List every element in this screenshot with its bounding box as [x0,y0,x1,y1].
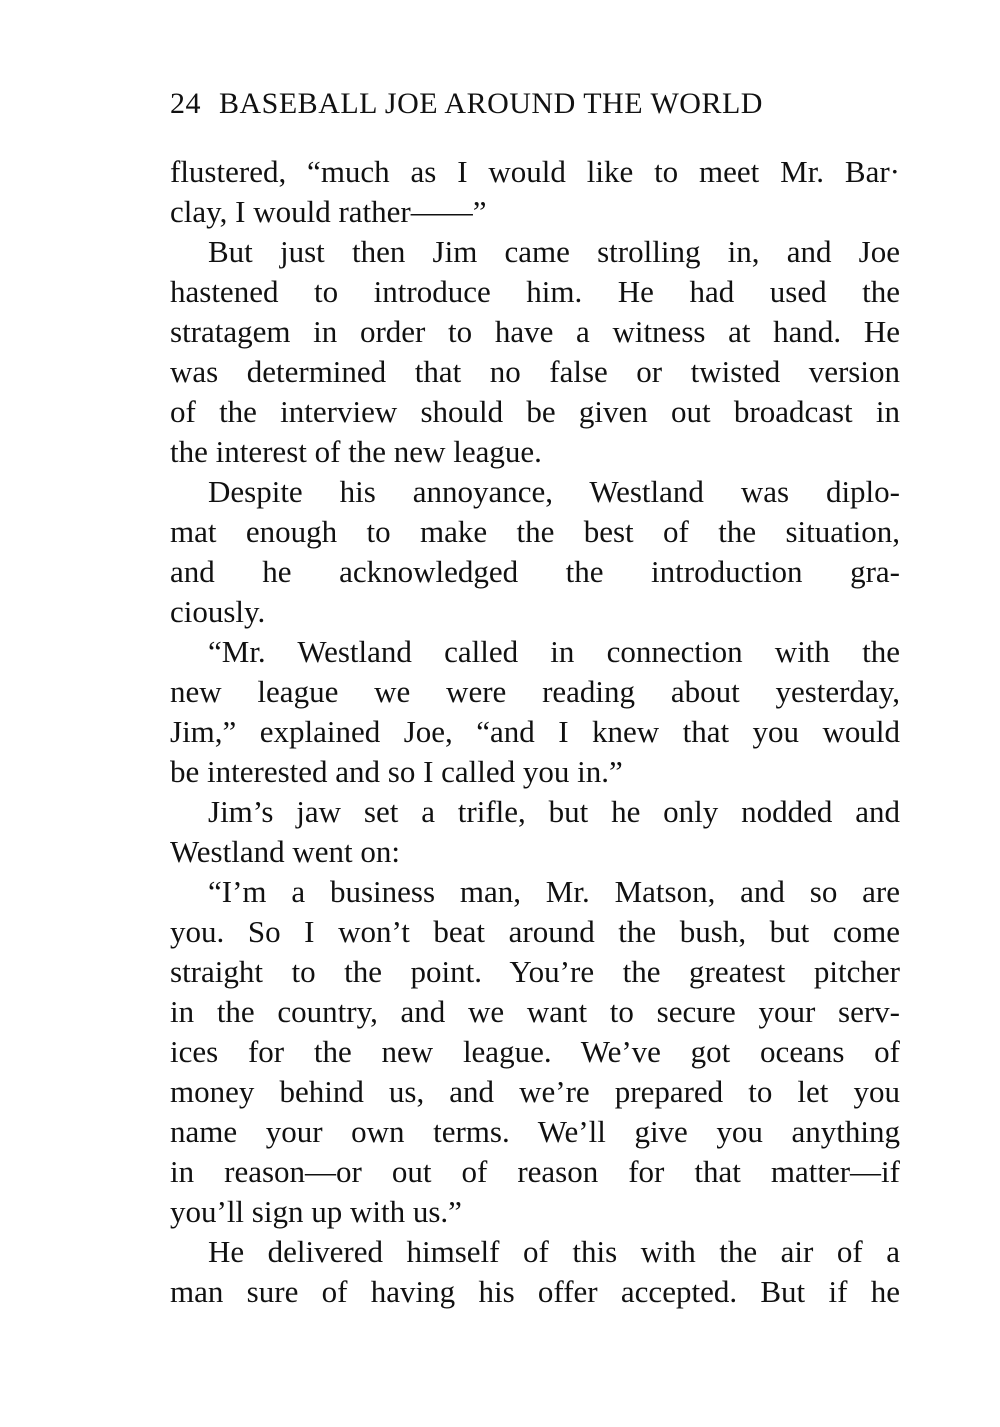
text-line: be interested and so I called you in.” [170,754,623,789]
text-line: hastened to introduce him. He had used the [170,274,900,309]
text-line: man sure of having his offer accepted. But if he [170,1274,900,1309]
text-line: was determined that no false or twisted version [170,354,900,389]
text-line: Westland went on: [170,834,400,869]
text-line: new league we were reading about yesterday, [170,674,900,709]
text-line: and he acknowledged the introduction gra- [170,554,900,589]
text-line: name your own terms. We’ll give you anything [170,1114,900,1149]
body-text [170,152,900,1312]
text-line: flustered, “much as I would like to meet Mr. Bar· [170,154,900,189]
text-line: ciously. [170,594,266,629]
text-line: But just then Jim came strolling in, and Joe [208,234,900,269]
text-line: of the interview should be given out broadcast in [170,394,900,429]
running-title: BASEBALL JOE AROUND THE WORLD [219,87,763,120]
text-line: mat enough to make the best of the situation, [170,514,900,549]
text-line: Jim,” explained Joe, “and I knew that you would [170,714,900,749]
page-number: 24 [170,87,201,120]
text-line: “Mr. Westland called in connection with the [208,634,900,669]
text-line: clay, I would rather——” [170,194,487,229]
text-line: you. So I won’t beat around the bush, but come [170,914,900,949]
text-line: you’ll sign up with us.” [170,1194,462,1229]
text-line: money behind us, and we’re prepared to let you [170,1074,900,1109]
text-line: He delivered himself of this with the air of a [208,1234,900,1269]
text-line: stratagem in order to have a witness at hand. He [170,314,900,349]
text-line: “I’m a business man, Mr. Matson, and so are [208,874,900,909]
text-line: Despite his annoyance, Westland was diplo- [208,474,900,509]
text-line: the interest of the new league. [170,434,542,469]
text-line: in reason—or out of reason for that matter—if [170,1154,900,1189]
text-line: in the country, and we want to secure your serv- [170,994,900,1029]
text-line: Jim’s jaw set a trifle, but he only nodded and [208,794,900,829]
text-line: ices for the new league. We’ve got oceans of [170,1034,900,1069]
text-line: straight to the point. You’re the greatest pitcher [170,954,900,989]
running-head [170,84,900,124]
